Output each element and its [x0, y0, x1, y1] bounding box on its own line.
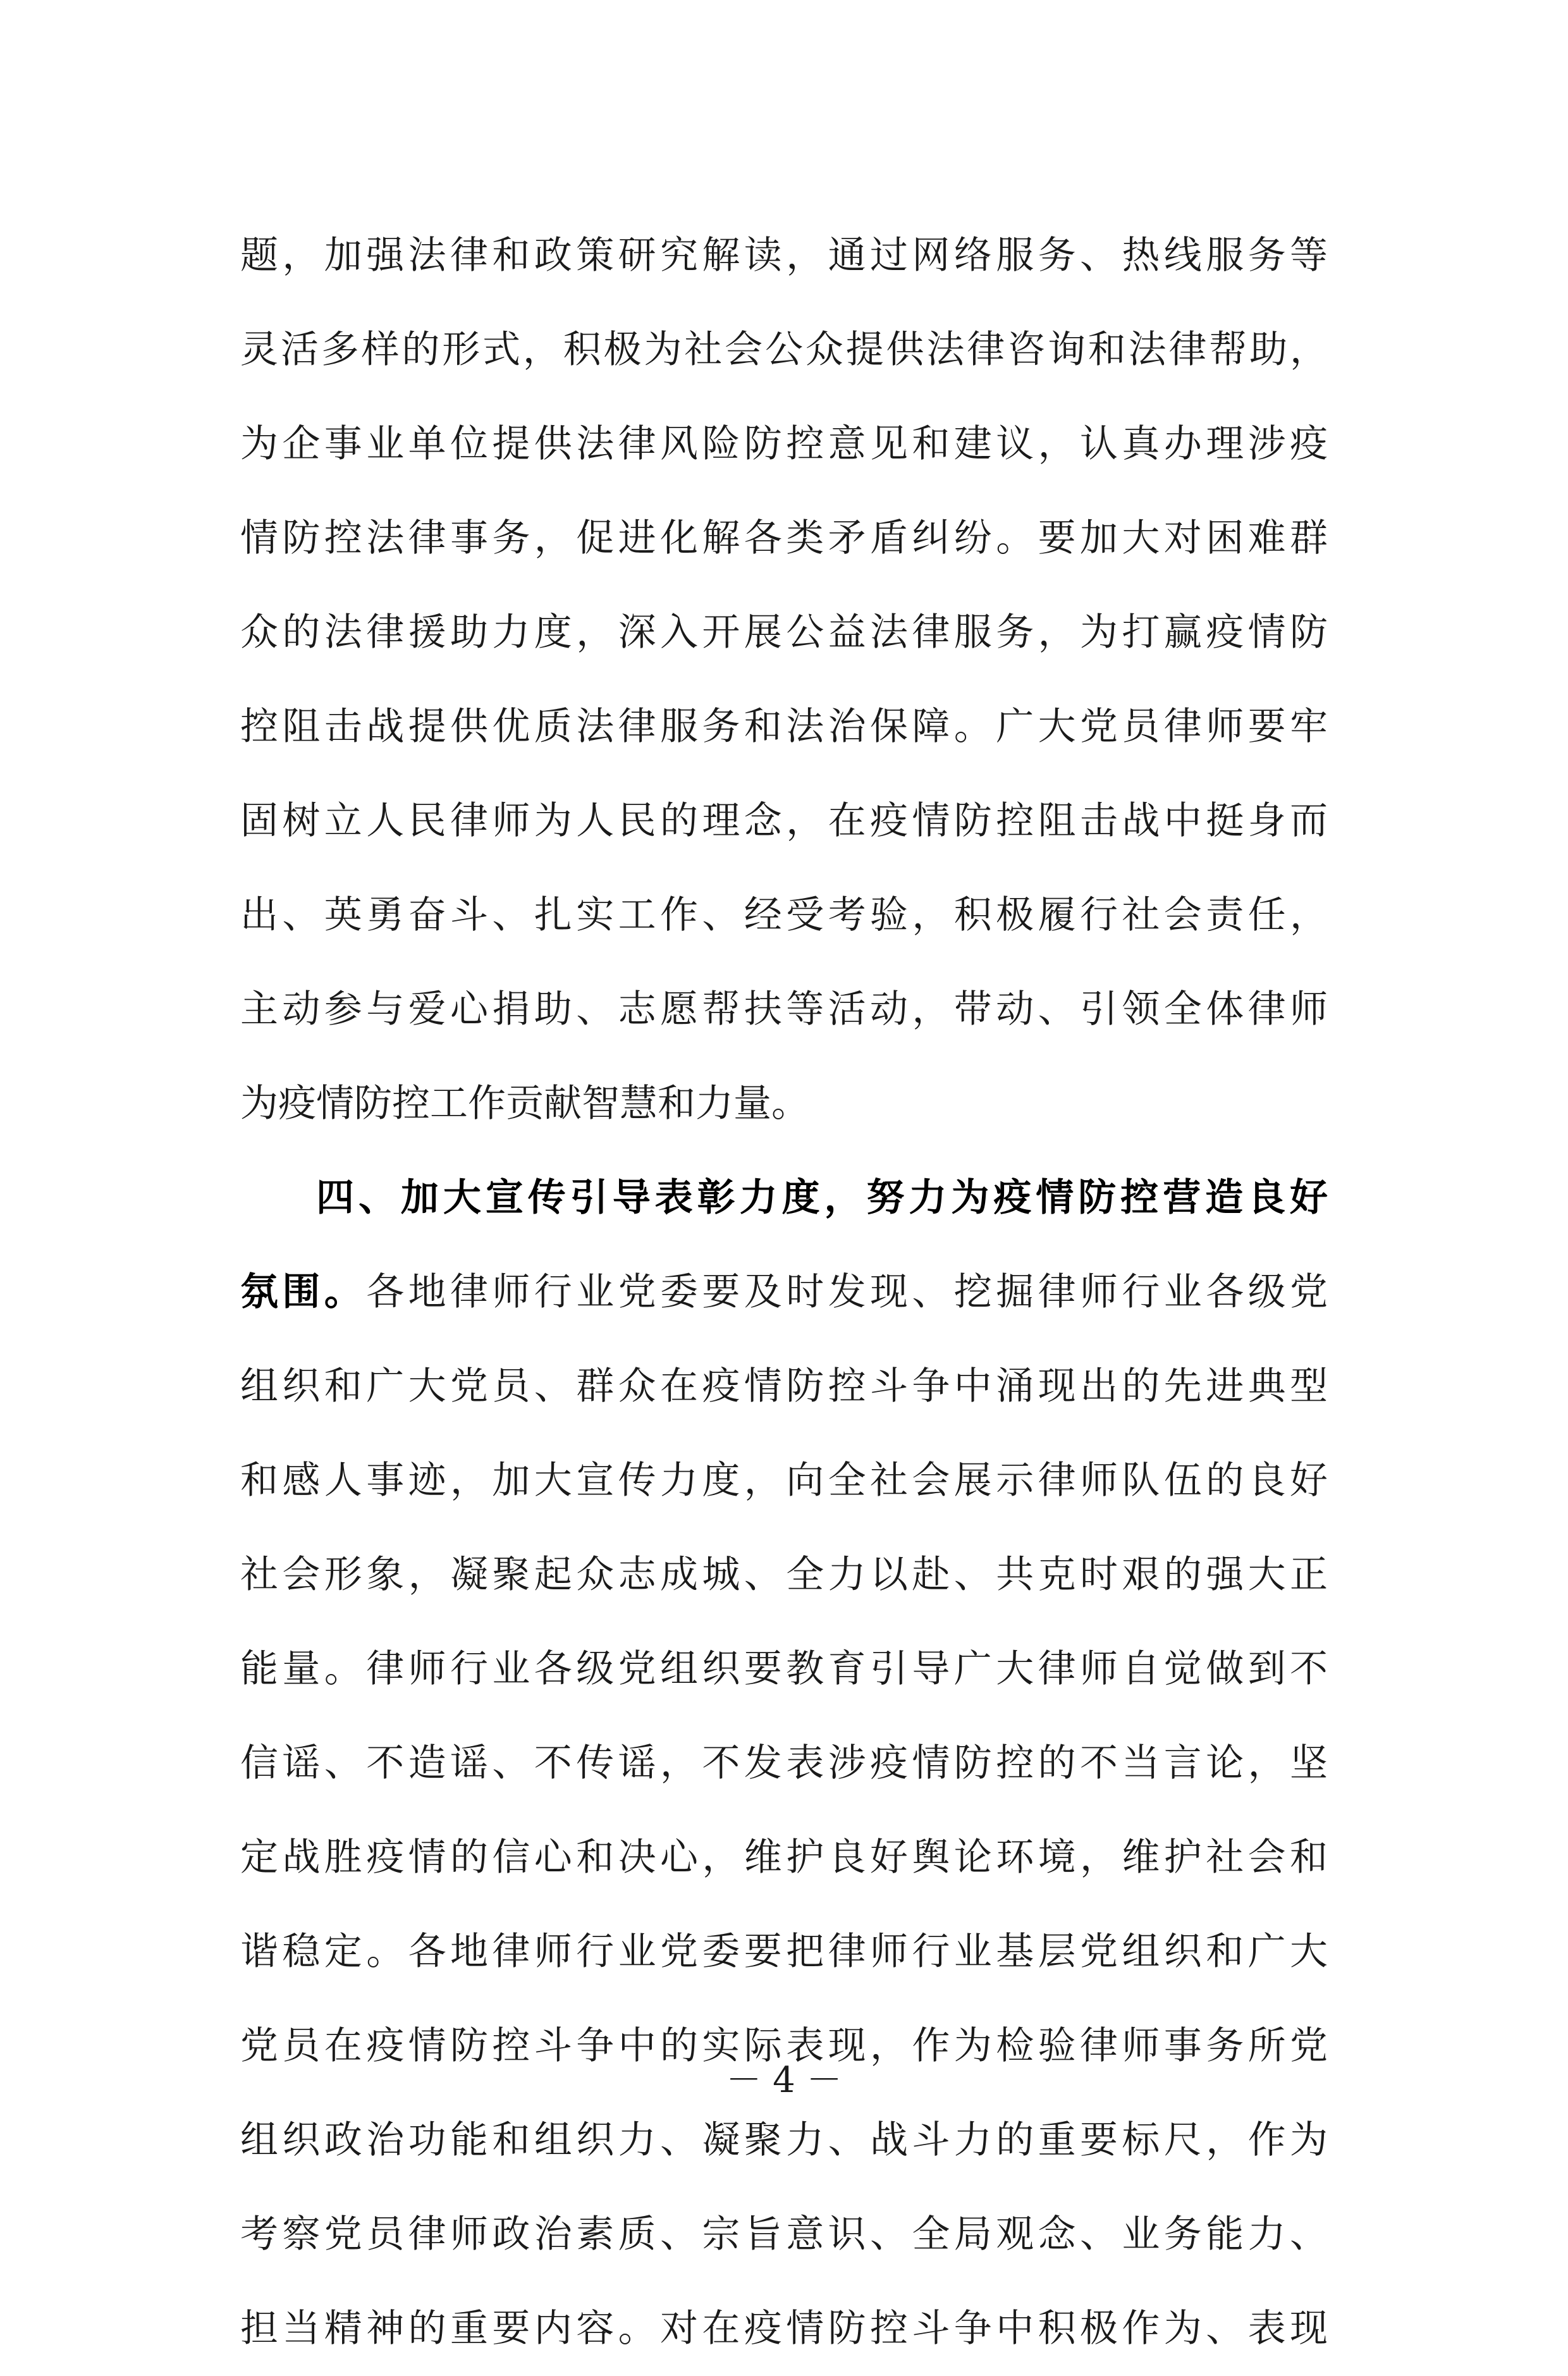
- text-line: 党员在疫情防控斗争中的实际表现，作为检验律师事务所党: [240, 2024, 1328, 2068]
- text-span: 各地律师行业党委要及时发现、挖掘律师行业各级党: [366, 1270, 1328, 1314]
- text-line: 组织和广大党员、群众在疫情防控斗争中涌现出的先进典型: [240, 1364, 1328, 1408]
- text-line: 担当精神的重要内容。对在疫情防控斗争中积极作为、表现: [240, 2306, 1328, 2351]
- text-line: 控阻击战提供优质法律服务和法治保障。广大党员律师要牢: [240, 705, 1328, 749]
- body-text: [240, 209, 1328, 2376]
- text-line: 为企事业单位提供法律风险防控意见和建议，认真办理涉疫: [240, 422, 1328, 466]
- text-line: 固树立人民律师为人民的理念，在疫情防控阻击战中挺身而: [240, 799, 1328, 843]
- text-line: 组织政治功能和组织力、凝聚力、战斗力的重要标尺，作为: [240, 2118, 1328, 2162]
- text-line: 题，加强法律和政策研究解读，通过网络服务、热线服务等: [240, 233, 1328, 278]
- text-line: 和感人事迹，加大宣传力度，向全社会展示律师队伍的良好: [240, 1458, 1328, 1503]
- text-line: 定战胜疫情的信心和决心，维护良好舆论环境，维护社会和: [240, 1835, 1328, 1880]
- text-line: 主动参与爱心捐助、志愿帮扶等活动，带动、引领全体律师: [240, 987, 1328, 1031]
- text-line: 能量。律师行业各级党组织要教育引导广大律师自觉做到不: [240, 1647, 1328, 1691]
- text-line: 灵活多样的形式，积极为社会公众提供法律咨询和法律帮助，: [240, 328, 1328, 372]
- section-heading-end: 氛围。: [240, 1270, 367, 1314]
- text-line: 信谣、不造谣、不传谣，不发表涉疫情防控的不当言论，坚: [240, 1741, 1328, 1785]
- text-line: [240, 1245, 1328, 1339]
- text-line: 社会形象，凝聚起众志成城、全力以赴、共克时艰的强大正: [240, 1553, 1328, 1597]
- text-line: 谐稳定。各地律师行业党委要把律师行业基层党组织和广大: [240, 1930, 1328, 1974]
- text-line: 情防控法律事务，促进化解各类矛盾纠纷。要加大对困难群: [240, 516, 1328, 560]
- text-line: 考察党员律师政治素质、宗旨意识、全局观念、业务能力、: [240, 2212, 1328, 2256]
- section-heading: 四、加大宣传引导表彰力度，努力为疫情防控营造良好: [316, 1176, 1328, 1220]
- text-line: 众的法律援助力度，深入开展公益法律服务，为打赢疫情防: [240, 610, 1328, 655]
- text-line: 为疫情防控工作贡献智慧和力量。: [240, 1081, 809, 1126]
- text-line: 出、英勇奋斗、扎实工作、经受考验，积极履行社会责任，: [240, 893, 1328, 937]
- page-number: － 4 －: [726, 2060, 842, 2101]
